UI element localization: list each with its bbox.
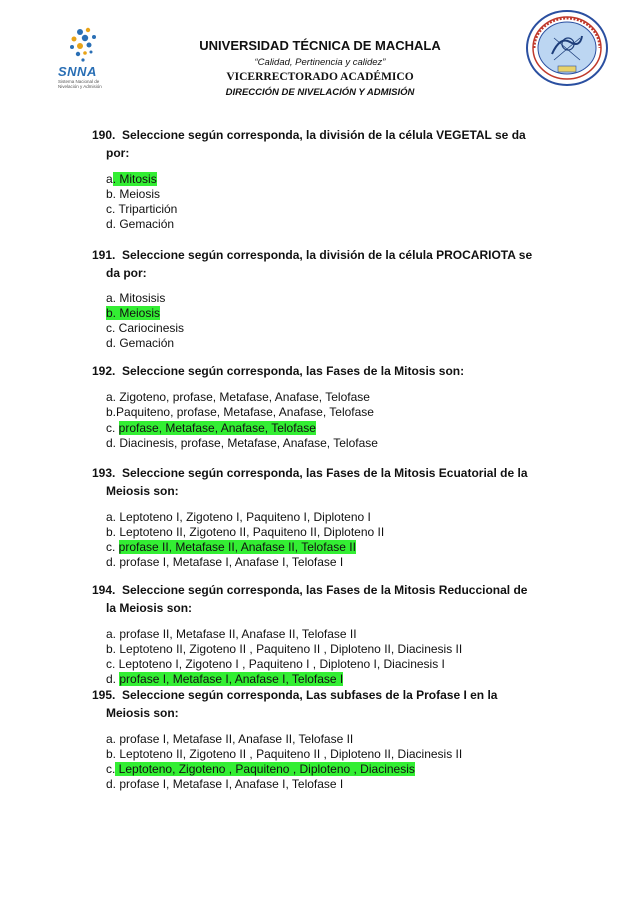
document-header [150,38,490,101]
option-b: b. Leptoteno II, Zigoteno II , Paquiteno II , Diploteno II, Diacinesis II [106,747,463,761]
correct-answer-highlight: profase II, Metafase II, Anafase II, Telofase II [118,540,356,554]
option-d: d. Diacinesis, profase, Metafase, Anafase, Telofase [106,436,378,450]
option-a: a. Leptoteno I, Zigoteno I, Paquiteno I, Diploteno I [106,510,371,524]
snna-acronym: SNNA [58,64,97,79]
snna-logo [58,22,118,92]
question-title: 190. Seleccione según corresponda, la división de la célula VEGETAL se da por: [92,128,526,160]
option-c: c. Cariocinesis [106,321,185,335]
question-title: 195. Seleccione según corresponda, Las subfases de la Profase I en la Meiosis son: [92,688,498,720]
option-c: c. Tripartición [106,202,178,216]
question-title: 192. Seleccione según corresponda, las Fases de la Mitosis son: [92,364,465,378]
question-title: 191. Seleccione según corresponda, la división de la célula PROCARIOTA se da por: [92,248,533,280]
option-d: d. profase I, Metafase I, Anafase I, Telofase I [106,777,344,791]
option-d: d. Gemación [106,217,175,231]
correct-answer-highlight: . Mitosis [112,172,157,186]
correct-answer-highlight: profase, Metafase, Anafase, Telofase [118,421,316,435]
university-name: UNIVERSIDAD TÉCNICA DE MACHALA [199,38,441,53]
utmach-seal [524,8,610,88]
snna-tagline: Sistema Nacional de Nivelación y Admisión [58,79,102,89]
option-b [106,306,160,321]
question-title: 193. Seleccione según corresponda, las Fases de la Mitosis Ecuatorial de la Meiosis son: [92,466,528,498]
option-b: b. Leptoteno II, Zigoteno II, Paquiteno II, Diploteno II [106,525,385,539]
option-a: a. profase II, Metafase II, Anafase II, Telofase II [106,627,357,641]
direction: DIRECCIÓN DE NIVELACIÓN Y ADMISIÓN [225,87,415,98]
option-b: b. Meiosis [106,187,161,201]
correct-answer-highlight: profase I, Metafase I, Anafase I, Telofase I [119,672,344,686]
correct-answer-highlight: b. Meiosis [106,306,161,320]
option-c: c. profase II, Metafase II, Anafase II, Telofase II [106,540,356,554]
option-a: a. Mitosis [106,172,157,186]
option-d: d. profase I, Metafase I, Anafase I, Telofase I [106,672,344,686]
option-a: a. profase I, Metafase II, Anafase II, Telofase II [106,732,354,746]
vicerrectorado: VICERRECTORADO ACADÉMICO [226,71,414,83]
option-c: c. Leptoteno, Zigoteno , Paquiteno , Diploteno , Diacinesis [106,762,415,776]
option-c: c. profase, Metafase, Anafase, Telofase [106,421,316,435]
option-b: b. Leptoteno II, Zigoteno II , Paquiteno II , Diploteno II, Diacinesis II [106,642,463,656]
correct-answer-highlight: Leptoteno, Zigoteno , Paquiteno , Diploteno , Diacinesis [115,762,415,776]
motto: “Calidad, Pertinencia y calidez” [254,57,386,68]
question-title: 194. Seleccione según corresponda, las Fases de la Mitosis Reduccional de la Meiosis son: [92,583,528,615]
option-b: b.Paquiteno, profase, Metafase, Anafase, Telofase [106,405,374,419]
utmach-seal-icon [524,8,610,88]
option-d: d. profase I, Metafase I, Anafase I, Telofase I [106,555,344,569]
option-a: a. Zigoteno, profase, Metafase, Anafase, Telofase [106,390,370,404]
option-c: c. Leptoteno I, Zigoteno I , Paquiteno I , Diploteno I, Diacinesis I [106,657,445,671]
option-a: a. Mitosisis [106,291,166,305]
option-d: d. Gemación [106,336,175,350]
